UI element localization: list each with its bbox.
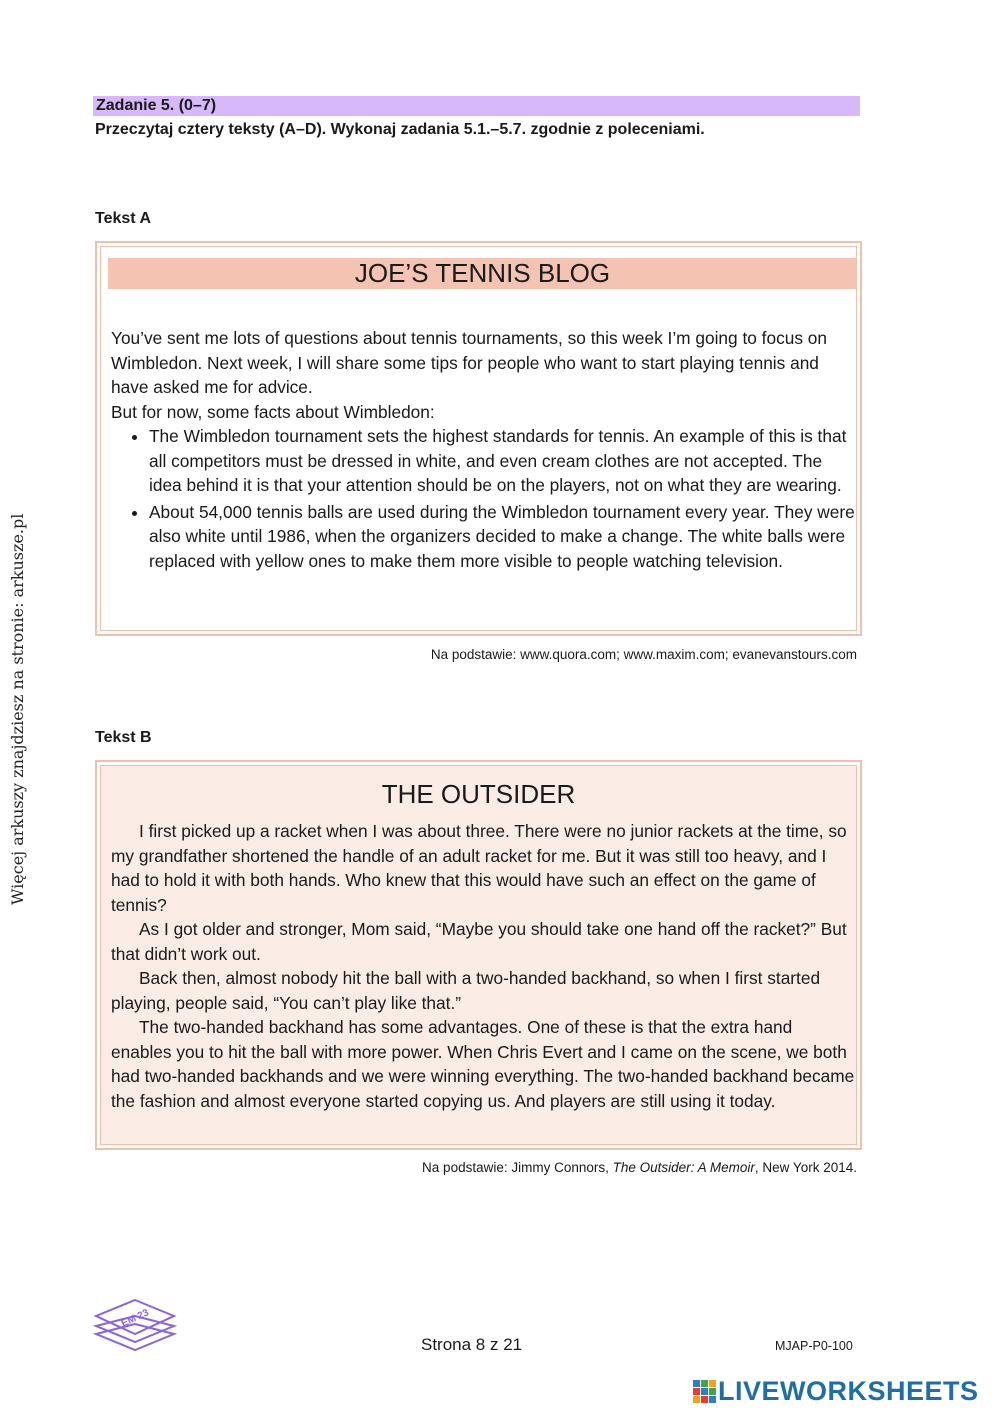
text-b-title: THE OUTSIDER [381, 779, 576, 809]
side-note: Więcej arkuszy znajdziesz na stronie: arkusze.pl [8, 513, 27, 905]
blog-title: JOE’S TENNIS BLOG [108, 258, 857, 289]
liveworksheets-brand[interactable] [693, 1374, 979, 1408]
paragraph: Back then, almost nobody hit the ball with a two-handed backhand, so when I first started playing, people said, “You can’t play like that.” [111, 968, 821, 1013]
text-b-source [95, 1160, 857, 1175]
source-suffix: , New York 2014. [754, 1160, 857, 1175]
exam-code: MJAP-P0-100 [775, 1339, 853, 1353]
text-b-label: Tekst B [95, 729, 152, 746]
page-number: Strona 8 z 21 [421, 1335, 523, 1354]
list-item: • The Wimbledon tournament sets the highest standards for tennis. An example of this is that all competitors must be dressed in white, and even cream clothes are not accepted. The idea behind it is that your attention should be on the players, not on what they are wearing. [149, 424, 856, 498]
exam-logo-icon [92, 1296, 178, 1352]
text-a-intro: You’ve sent me lots of questions about tennis tournaments, so this week I’m going to focus on Wimbledon. Next week, I will share some tips for people who want to start playing tennis and have asked me for advice. [111, 328, 827, 397]
list-item: • About 54,000 tennis balls are used during the Wimbledon tournament every year. They were also white until 1986, when the organizers decided to make a change. The white balls were replaced with yellow ones to make them more visible to people watching television. [149, 500, 856, 574]
facts-list [111, 424, 856, 573]
text-a-body [111, 326, 856, 575]
paragraph: As I got older and stronger, Mom said, “Maybe you should take one hand off the racket?” But that didn’t work out. [111, 919, 847, 964]
text-b-body [111, 819, 856, 1113]
task-instruction: Przeczytaj cztery teksty (A–D). Wykonaj zadania 5.1.–5.7. zgodnie z poleceniami. [95, 121, 705, 138]
text-a-lead: But for now, some facts about Wimbledon: [111, 401, 435, 422]
source-prefix: Na podstawie: Jimmy Connors, [422, 1160, 613, 1175]
text-a-frame [95, 241, 862, 636]
paragraph: I first picked up a racket when I was about three. There were no junior rackets at the time, so my grandfather shortened the handle of an adult racket for me. But it was still too heavy, and I had to hold it with both hands. Who knew that this would have such an effect on the game of tennis? [111, 821, 847, 915]
brand-text: LIVEWORKSHEETS [718, 1375, 979, 1406]
brand-blocks-icon [693, 1380, 716, 1403]
task-title: Zadanie 5. (0–7) [93, 96, 860, 116]
exam-logo-text: EM 23 [119, 1307, 151, 1330]
paragraph: The two-handed backhand has some advantages. One of these is that the extra hand enables you to hit the ball with more power. When Chris Evert and I came on the scene, we both had two-handed backhands and we were winning everything. The two-handed backhand became the fashion and almost everyone started copying us. And players are still using it today. [111, 1017, 855, 1111]
text-a-label: Tekst A [95, 210, 152, 227]
source-book-title: The Outsider: A Memoir [612, 1160, 755, 1175]
text-b-frame [95, 760, 862, 1150]
text-a-source: Na podstawie: www.quora.com; www.maxim.com; evanevanstours.com [430, 647, 857, 662]
